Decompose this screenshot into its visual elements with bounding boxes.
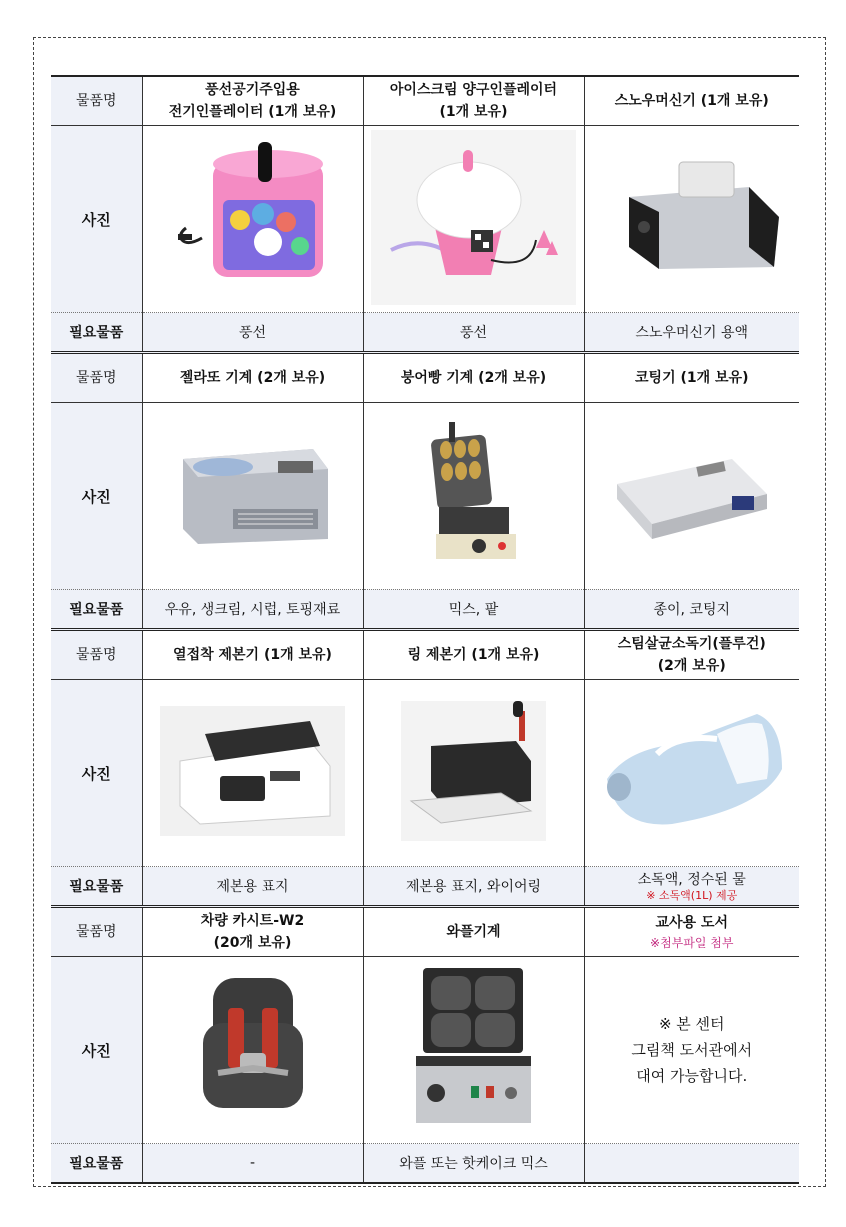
item-photo (142, 403, 363, 590)
icecream-inflator-image (371, 130, 576, 305)
photo-row (51, 957, 799, 1144)
name-header: 물품명 (51, 907, 142, 957)
needed-header: 필요물품 (51, 590, 142, 630)
item-needed: 와플 또는 핫케이크 믹스 (363, 1144, 584, 1184)
photo-note-line: ※ 본 센터 (658, 1015, 725, 1033)
item-name: 차량 카시트-W2 (20개 보유) (142, 907, 363, 957)
name-row (51, 630, 799, 680)
photo-header: 사진 (51, 957, 142, 1144)
needed-row (51, 867, 799, 907)
needed-header: 필요물품 (51, 313, 142, 353)
item-needed: 종이, 코팅지 (584, 590, 799, 630)
item-photo (142, 126, 363, 313)
item-name: 젤라또 기계 (2개 보유) (142, 353, 363, 403)
attachment-note: ※첨부파일 첨부 (650, 936, 734, 950)
waffle-machine-image (411, 968, 536, 1128)
needed-row (51, 590, 799, 630)
wire-binder-image (401, 701, 546, 841)
item-needed: 우유, 생크림, 시럽, 토핑재료 (142, 590, 363, 630)
photo-header: 사진 (51, 680, 142, 867)
needed-note: ※ 소독액(1L) 제공 (646, 889, 738, 902)
item-name: 아이스크림 양구인플레이터 (1개 보유) (363, 76, 584, 126)
item-photo (363, 680, 584, 867)
item-name: 링 제본기 (1개 보유) (363, 630, 584, 680)
photo-header: 사진 (51, 126, 142, 313)
name-row (51, 76, 799, 126)
item-needed: 풍선 (363, 313, 584, 353)
item-photo (142, 680, 363, 867)
needed-header: 필요물품 (51, 867, 142, 907)
item-needed: 믹스, 팥 (363, 590, 584, 630)
item-photo (363, 957, 584, 1144)
photo-header: 사진 (51, 403, 142, 590)
needed-row (51, 1144, 799, 1184)
name-header: 물품명 (51, 630, 142, 680)
name-row (51, 907, 799, 957)
item-photo (584, 680, 799, 867)
photo-note-line: 그림책 도서관에서 (631, 1041, 753, 1059)
item-name: 코팅기 (1개 보유) (584, 353, 799, 403)
snow-machine-image (599, 157, 784, 277)
item-photo (363, 126, 584, 313)
item-name: 스팀살균소독기(플루건) (2개 보유) (584, 630, 799, 680)
item-name: 열접착 제본기 (1개 보유) (142, 630, 363, 680)
item-name: 풍선공기주입용 전기인플레이터 (1개 보유) (142, 76, 363, 126)
fish-bread-machine-image (424, 422, 524, 567)
item-photo (584, 126, 799, 313)
steam-sterilizer-image (597, 709, 787, 834)
name-header: 물품명 (51, 76, 142, 126)
item-needed: 스노우머신기 용액 (584, 313, 799, 353)
laminator-image (612, 444, 772, 544)
item-needed: 제본용 표지 (142, 867, 363, 907)
item-needed (584, 1144, 799, 1184)
thermal-binder-image (160, 706, 345, 836)
needed-header: 필요물품 (51, 1144, 142, 1184)
item-name: 와플기계 (363, 907, 584, 957)
gelato-machine-image (173, 439, 333, 549)
item-name: 스노우머신기 (1개 보유) (584, 76, 799, 126)
needed-row (51, 313, 799, 353)
item-name: 붕어빵 기계 (2개 보유) (363, 353, 584, 403)
name-header: 물품명 (51, 353, 142, 403)
name-row (51, 353, 799, 403)
item-photo (584, 403, 799, 590)
item-needed: 풍선 (142, 313, 363, 353)
item-needed: 제본용 표지, 와이어링 (363, 867, 584, 907)
photo-note-line: 대여 가능합니다. (636, 1067, 748, 1085)
photo-note-cell (584, 957, 799, 1144)
item-photo (363, 403, 584, 590)
photo-row (51, 126, 799, 313)
photo-row (51, 403, 799, 590)
balloon-inflator-image (168, 142, 338, 292)
car-seat-image (198, 973, 308, 1123)
item-needed: 소독액, 정수된 물 ※ 소독액(1L) 제공 (584, 867, 799, 907)
photo-row (51, 680, 799, 867)
item-photo (142, 957, 363, 1144)
item-needed: - (142, 1144, 363, 1184)
item-name: 교사용 도서 ※첨부파일 첨부 (584, 907, 799, 957)
equipment-table (51, 75, 799, 1184)
